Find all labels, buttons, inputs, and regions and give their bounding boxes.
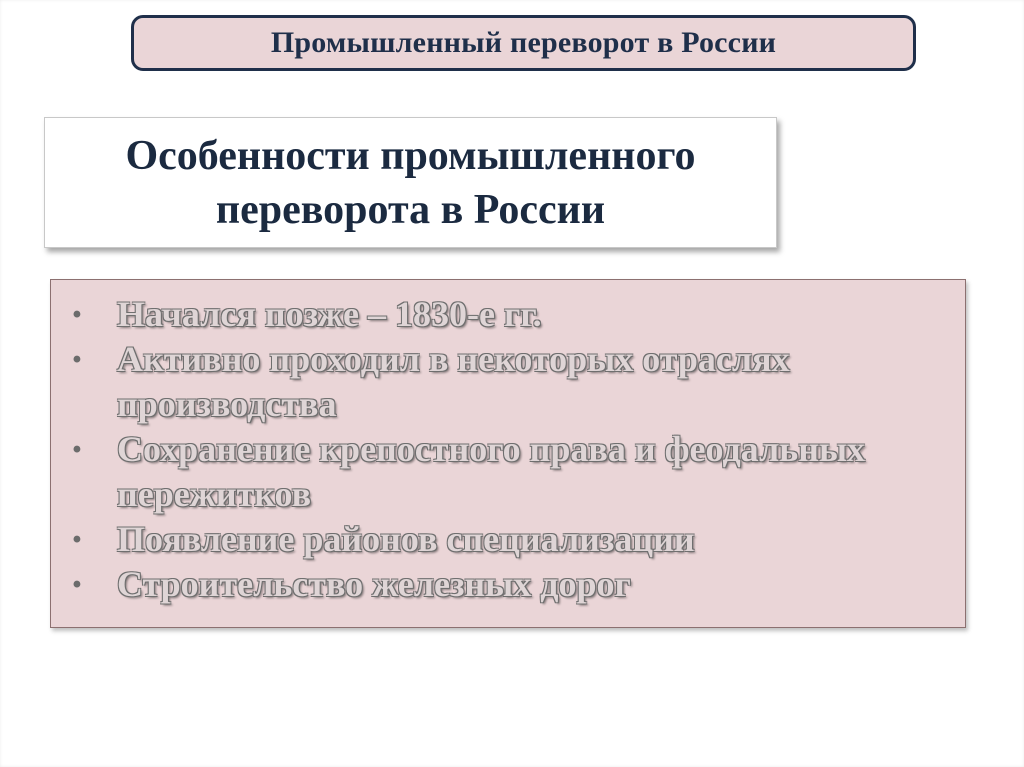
list-item-text: Начался позже – 1830-е гг. bbox=[117, 294, 542, 334]
slide-title: Промышленный переворот в России bbox=[270, 26, 777, 59]
subtitle-box bbox=[44, 117, 777, 248]
list-item-text: Активно проходил в некоторых отраслях производства bbox=[117, 339, 790, 424]
list-item bbox=[51, 337, 965, 427]
list-item bbox=[51, 427, 965, 517]
list-item-text: Строительство железных дорог bbox=[117, 564, 631, 604]
list-item-text: Сохранение крепостного права и феодальных пережитков bbox=[117, 429, 866, 514]
list-item bbox=[51, 562, 965, 607]
bullet-icon: • bbox=[72, 436, 82, 463]
bullet-icon: • bbox=[72, 346, 82, 373]
list-item bbox=[51, 292, 965, 337]
list-item bbox=[51, 517, 965, 562]
features-list-box bbox=[50, 279, 966, 628]
list-item-text: Появление районов специализации bbox=[117, 519, 695, 559]
bullet-icon: • bbox=[72, 301, 82, 328]
bullet-icon: • bbox=[72, 526, 82, 553]
slide-subtitle: Особенности промышленного переворота в России bbox=[125, 132, 696, 233]
features-list bbox=[51, 280, 965, 607]
bullet-icon: • bbox=[72, 571, 82, 598]
title-box bbox=[131, 15, 916, 71]
